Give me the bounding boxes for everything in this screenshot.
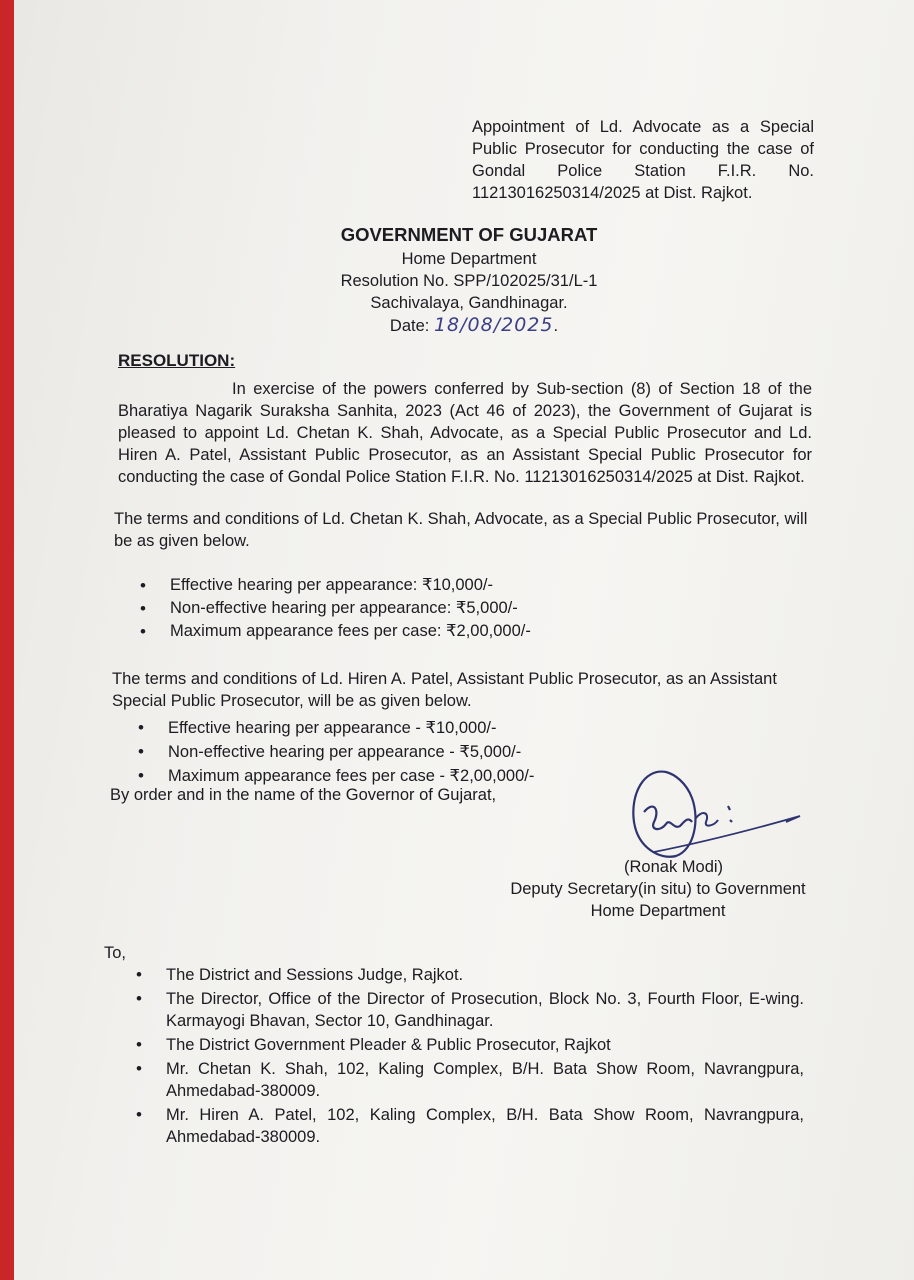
order-line: By order and in the name of the Governor of Gujarat, (110, 786, 497, 804)
list-item: • Mr. Chetan K. Shah, 102, Kaling Complex, B/H. Bata Show Room, Navrangpura, Ahmedabad-380009. (110, 1058, 804, 1102)
list-item: • Mr. Hiren A. Patel, 102, Kaling Complex, B/H. Bata Show Room, Navrangpura, Ahmedabad-380009. (110, 1104, 804, 1148)
spp-terms-intro: The terms and conditions of Ld. Chetan K. Shah, Advocate, as a Special Public Prosecutor, will be as given below. (114, 510, 808, 550)
spp-terms-list (114, 574, 808, 643)
list-item: • Effective hearing per appearance - ₹10,000/- (112, 716, 806, 740)
list-item: • Non-effective hearing per appearance - ₹5,000/- (112, 740, 806, 764)
government-title: GOVERNMENT OF GUJARAT (340, 224, 598, 245)
signatory-department: Home Department (590, 902, 726, 920)
list-item: • Non-effective hearing per appearance: ₹5,000/- (114, 597, 808, 620)
list-item: • Effective hearing per appearance: ₹10,000/- (114, 574, 808, 597)
date-label: Date: (389, 317, 430, 335)
document-page (14, 0, 914, 1280)
list-item: • The District and Sessions Judge, Rajkot. (110, 964, 804, 986)
list-item: • The District Government Pleader & Public Prosecutor, Rajkot (110, 1034, 804, 1056)
department-name: Home Department (401, 250, 537, 268)
to-label: To, (104, 944, 127, 962)
letterhead (314, 222, 624, 337)
place: Sachivalaya, Gandhinagar. (370, 294, 568, 312)
subject-line: Appointment of Ld. Advocate as a Special Public Prosecutor for conducting the case of Gondal Police Station F.I.R. No. 11213016250314/2025 at Dist. Rajkot. (472, 118, 814, 202)
spp-terms (114, 508, 808, 643)
recipient-list-block (110, 964, 804, 1148)
designation: Deputy Secretary(in situ) to Government (510, 880, 806, 898)
recipient-list (110, 964, 804, 1148)
resolution-heading: RESOLUTION: (118, 351, 236, 370)
list-item: • Maximum appearance fees per case - ₹2,00,000/- (112, 764, 806, 788)
resolution-body: In exercise of the powers conferred by Sub-section (8) of Section 18 of the Bharatiya Nagarik Suraksha Sanhita, 2023 (Act 46 of 2023), the Government of Gujarat is pleased to appoint Ld. Chetan K. Shah, Advocate, as a Special Public Prosecutor and Ld. Hiren A. Patel, Assistant Public Prosecutor, as an Assistant Special Public Prosecutor for conducting the case of Gondal Police Station F.I.R. No. 11213016250314/2025 at Dist. Rajkot. (118, 380, 812, 486)
resolution-number: Resolution No. SPP/102025/31/L-1 (340, 272, 598, 290)
list-item: • The Director, Office of the Director of Prosecution, Block No. 3, Fourth Floor, E-wing. Karmayogi Bhavan, Sector 10, Gandhinagar. (110, 988, 804, 1032)
handwritten-date: 18/08/2025 (433, 314, 554, 336)
aspp-terms-intro: The terms and conditions of Ld. Hiren A. Patel, Assistant Public Prosecutor, as an Assistant Special Public Prosecutor, will be as given below. (112, 670, 777, 710)
date-line: Date: 18/08/2025. (389, 314, 559, 336)
signatory-designation (500, 878, 816, 922)
signatory-name: (Ronak Modi) (624, 858, 724, 876)
list-item: • Maximum appearance fees per case: ₹2,00,000/- (114, 620, 808, 643)
